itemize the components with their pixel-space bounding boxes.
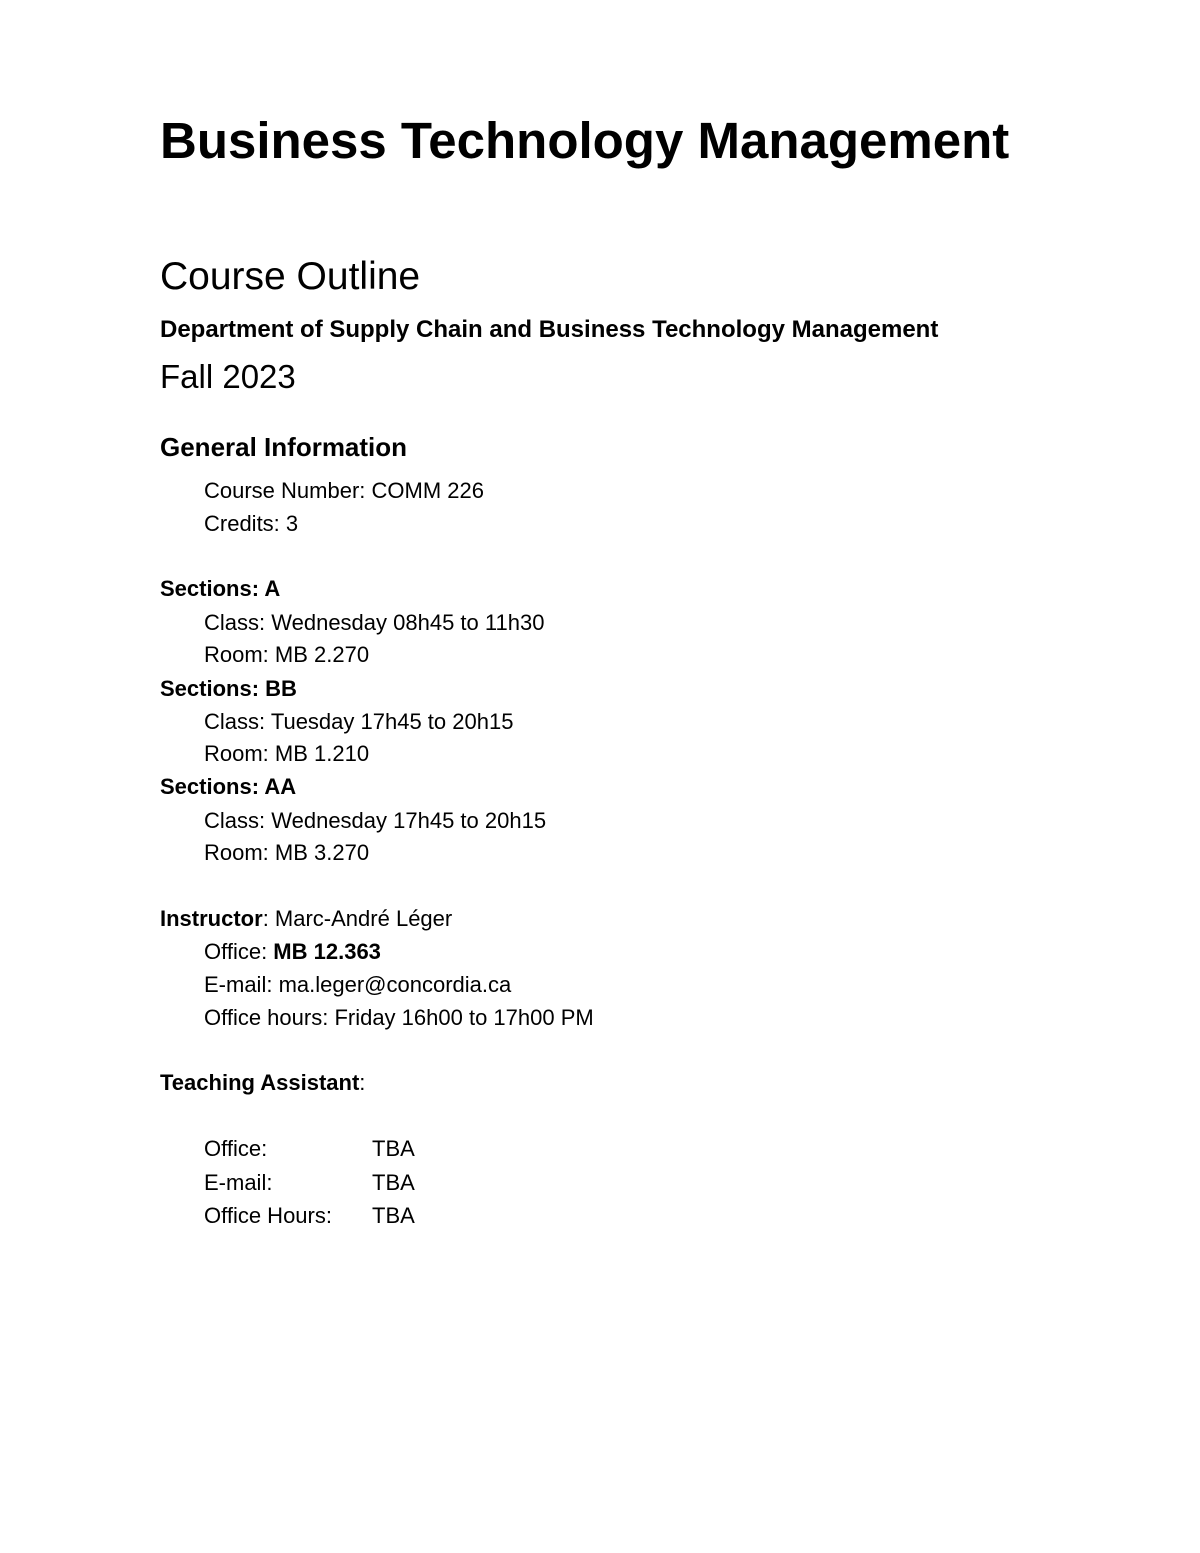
- ta-office-label: Office:: [204, 1136, 268, 1161]
- ta-label: Teaching Assistant: [160, 1070, 360, 1095]
- credits-value: 3: [285, 511, 299, 536]
- room-label: Room:: [204, 840, 275, 865]
- section-code: AA: [264, 774, 297, 799]
- ta-email-label: E-mail:: [204, 1170, 273, 1195]
- ta-line: [160, 1072, 365, 1094]
- section-heading: [160, 578, 280, 600]
- ta-separator: :: [359, 1070, 366, 1095]
- room-label: Room:: [204, 642, 275, 667]
- ta-office-line: [204, 1138, 415, 1160]
- section-heading: [160, 678, 297, 700]
- document-title: Business Technology Management: [160, 112, 1010, 169]
- section-room-line: [204, 842, 369, 864]
- instructor-name: Marc-André Léger: [274, 906, 453, 931]
- section-class-line: [204, 612, 544, 634]
- section-code: BB: [265, 676, 297, 701]
- course-number-value: COMM 226: [371, 478, 484, 503]
- class-label: Class:: [204, 610, 272, 635]
- course-number-line: [204, 480, 484, 502]
- ta-hours-label: Office Hours:: [204, 1203, 332, 1228]
- instructor-line: [160, 908, 452, 930]
- instructor-label: Instructor: [160, 906, 263, 931]
- email-label: E-mail:: [204, 972, 279, 997]
- term: Fall 2023: [160, 358, 296, 395]
- section-label: Sections:: [160, 774, 265, 799]
- class-value: Tuesday 17h45 to 20h15: [270, 709, 514, 734]
- room-value: MB 1.210: [274, 741, 370, 766]
- ta-hours-value: TBA: [372, 1203, 415, 1228]
- instructor-email-line: [204, 974, 511, 996]
- section-code: A: [264, 576, 281, 601]
- section-label: Sections:: [160, 576, 265, 601]
- section-label: Sections:: [160, 676, 266, 701]
- department-name: Department of Supply Chain and Business Technology Management: [160, 316, 939, 343]
- room-label: Room:: [204, 741, 275, 766]
- ta-hours-line: [204, 1205, 415, 1227]
- instructor-office-line: [204, 941, 381, 963]
- room-value: MB 2.270: [274, 642, 370, 667]
- instructor-separator: :: [262, 906, 275, 931]
- document-subtitle: Course Outline: [160, 255, 421, 298]
- course-number-label: Course Number:: [204, 478, 372, 503]
- office-value: MB 12.363: [273, 939, 381, 964]
- room-value: MB 3.270: [274, 840, 370, 865]
- class-label: Class:: [204, 808, 272, 833]
- office-label: Office:: [204, 939, 274, 964]
- section-class-line: [204, 711, 513, 733]
- section-room-line: [204, 644, 369, 666]
- class-value: Wednesday 17h45 to 20h15: [271, 808, 547, 833]
- ta-email-line: [204, 1172, 415, 1194]
- class-label: Class:: [204, 709, 271, 734]
- hours-label: Office hours:: [204, 1005, 335, 1030]
- credits-label: Credits:: [204, 511, 286, 536]
- hours-value: Friday 16h00 to 17h00 PM: [334, 1005, 594, 1030]
- instructor-hours-line: [204, 1007, 594, 1029]
- section-room-line: [204, 743, 369, 765]
- section-class-line: [204, 810, 546, 832]
- email-value[interactable]: ma.leger@concordia.ca: [278, 972, 512, 997]
- ta-office-value: TBA: [372, 1136, 415, 1161]
- credits-line: [204, 513, 298, 535]
- section-heading: [160, 776, 296, 798]
- general-information-heading: General Information: [160, 432, 408, 462]
- ta-email-value: TBA: [372, 1170, 415, 1195]
- class-value: Wednesday 08h45 to 11h30: [271, 610, 545, 635]
